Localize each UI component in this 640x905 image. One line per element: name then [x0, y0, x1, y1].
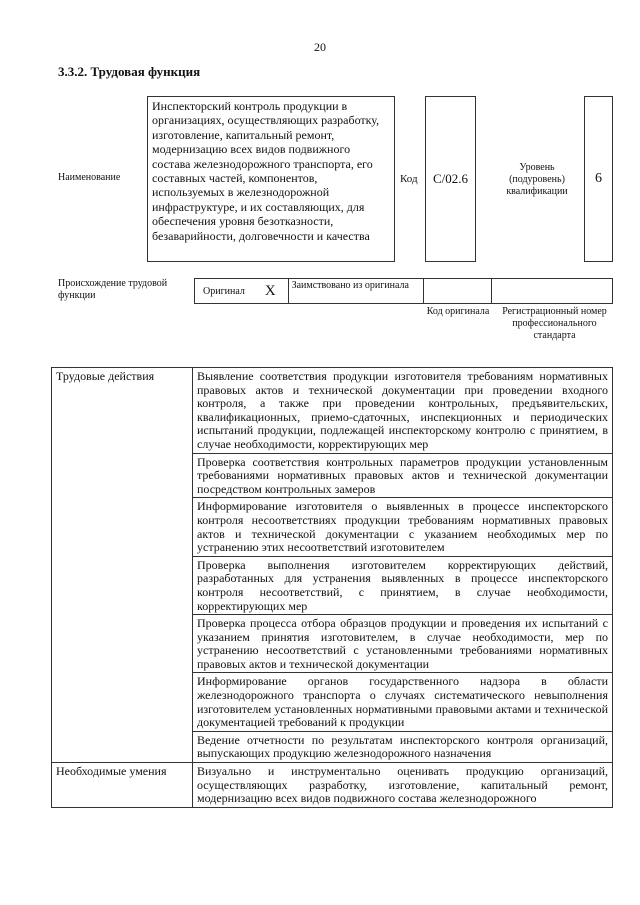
level-value-box — [584, 96, 613, 262]
origin-label: Происхождение трудовой функции — [58, 278, 168, 301]
labor-actions-label: Трудовые действия — [52, 368, 193, 763]
code-value: C/02.6 — [432, 171, 469, 186]
origin-reg-cell — [492, 279, 612, 303]
section-heading: 3.3.2. Трудовая функция — [58, 64, 201, 79]
skill-item: Визуально и инструментально оценивать продукцию организаций, осуществляющих разработку, изготовление, капитальный ремонт, модернизацию всех видов подвижного состава железнодорожного — [193, 763, 613, 808]
original-label: Оригинал — [203, 285, 245, 297]
name-value-box: Инспекторский контроль продукции в организациях, осуществляющих разработку, изготовление, капитальный ремонт, модернизацию всех видов подвижного состава железнодорожного транспорта, его составных частей, компонентов, используемых в железнодорожной инфраструктуре, и их составляющих, для обеспечения уровня безотказности, безаварийности, долговечности и качества — [147, 96, 395, 262]
code-value-box — [425, 96, 476, 262]
labor-action-item: Проверка соответствия контрольных параметров продукции установленным требованиями нормативных правовых актов и технической документации посредством контрольных замеров — [193, 453, 613, 498]
table-row — [52, 763, 613, 808]
labor-action-item: Выявление соответствия продукции изготовителя требованиям нормативных правовых актов и технической документации при проведении входного контроля, а также при проведении контрольных, предъявительских, квалификационных, приемо-сдаточных, инспекционных и периодических испытаний продукции, подлежащей инспекторскому контролю с принятием, в случае необходимости, корректирующих мер — [193, 368, 613, 454]
origin-code-cell — [424, 279, 492, 303]
labor-action-item: Информирование органов государственного надзора в области железнодорожного транспорта о случаях систематического невыполнения изготовителем установленных нормативными правовыми актами и технической документацией требований к продукции — [193, 673, 613, 731]
table-row — [52, 368, 613, 454]
level-value: 6 — [595, 171, 602, 186]
page-number: 20 — [314, 40, 326, 54]
function-table — [51, 367, 613, 808]
labor-action-item: Проверка выполнения изготовителем корректирующих действий, разработанных для устранения выявленных в процессе инспекторского контроля несоответствий, с принятием, в случае необходимости, корректирующих мер — [193, 556, 613, 614]
original-mark: X — [264, 282, 276, 299]
labor-action-item: Информирование изготовителя о выявленных в процессе инспекторского контроля несоответствиях продукции требованиям нормативных правовых актов и технической документации с указанием необходимых мер по устранению этих несоответствий изготовителем — [193, 498, 613, 556]
name-label: Наименование — [58, 172, 121, 183]
skills-label: Необходимые умения — [52, 763, 193, 808]
origin-code-caption: Код оригинала — [426, 306, 490, 317]
labor-action-item: Проверка процесса отбора образцов продукции и проведения их испытаний с указанием принятия изготовителем, в случае необходимости, мер по устранению несоответствий с установленными требованиями нормативных правовых актов и технической документации — [193, 615, 613, 673]
labor-action-item: Ведение отчетности по результатам инспекторского контроля организаций, выпускающих продукцию железнодорожного назначения — [193, 731, 613, 762]
level-label: Уровень (подуровень) квалификации — [506, 162, 568, 197]
origin-table — [194, 278, 613, 304]
origin-original-cell — [195, 279, 289, 303]
code-label: Код — [400, 173, 418, 185]
borrowed-label: Заимствовано из оригинала — [289, 279, 424, 303]
origin-reg-caption: Регистрационный номер профессионального стандарта — [502, 306, 607, 341]
